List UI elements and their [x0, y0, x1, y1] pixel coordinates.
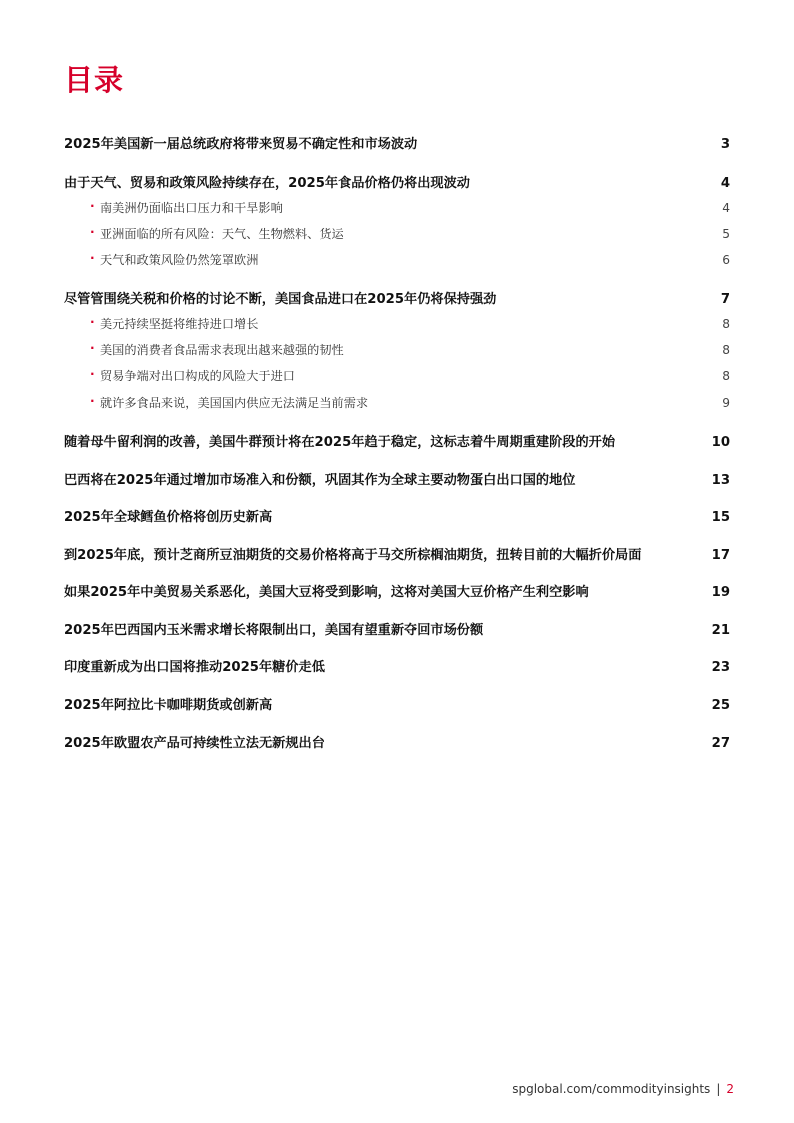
toc-subentry-page: 8 — [722, 369, 730, 383]
toc-entry-page: 13 — [711, 473, 730, 488]
toc-entry[interactable] — [64, 288, 730, 307]
bullet-icon: · — [90, 315, 95, 329]
footer-page-number: 2 — [726, 1082, 734, 1096]
toc-subentry-text: 亚洲面临的所有风险：天气、生物燃料、货运 — [100, 227, 344, 241]
toc-subentry-text: 美国的消费者食品需求表现出越来越强的韧性 — [100, 343, 344, 357]
toc-subentry-page: 9 — [722, 396, 730, 410]
toc-subentry[interactable] — [64, 394, 730, 411]
toc-entry-page: 19 — [711, 585, 730, 600]
toc-subentry-text: 贸易争端对出口构成的风险大于进口 — [100, 369, 295, 383]
toc-subentry-text: 南美洲仍面临出口压力和干旱影响 — [100, 201, 283, 215]
toc-subentry[interactable] — [64, 367, 730, 384]
bullet-icon: · — [90, 367, 95, 381]
toc-entry-page: 21 — [711, 623, 730, 638]
toc-entry[interactable] — [64, 469, 730, 488]
toc-entry-text: 由于天气、贸易和政策风险持续存在，2025年食品价格仍将出现波动 — [64, 176, 470, 191]
toc-entry[interactable] — [64, 172, 730, 191]
toc-subentry[interactable] — [64, 315, 730, 332]
toc-subentry-text: 就许多食品来说，美国国内供应无法满足当前需求 — [100, 396, 369, 410]
toc-subentry-page: 6 — [722, 253, 730, 267]
toc-entry[interactable] — [64, 133, 730, 152]
toc-entry-text: 2025年巴西国内玉米需求增长将限制出口，美国有望重新夺回市场份额 — [64, 623, 484, 638]
toc-subentry-text: 天气和政策风险仍然笼罩欧洲 — [100, 253, 259, 267]
toc-entry-page: 3 — [720, 137, 730, 152]
toc-subentry[interactable] — [64, 225, 730, 242]
toc-entry-page: 25 — [711, 698, 730, 713]
toc-entry[interactable] — [64, 431, 730, 450]
toc-entry-page: 15 — [711, 510, 730, 525]
toc-subentry-page: 8 — [722, 343, 730, 357]
toc-entry-page: 4 — [720, 176, 730, 191]
toc-entry[interactable] — [64, 694, 730, 713]
toc-entry[interactable] — [64, 732, 730, 751]
toc-entry-page: 23 — [711, 660, 730, 675]
toc-entry-text: 巴西将在2025年通过增加市场准入和份额，巩固其作为全球主要动物蛋白出口国的地位 — [64, 473, 576, 488]
toc-subentry[interactable] — [64, 341, 730, 358]
toc-entry-text: 2025年欧盟农产品可持续性立法无新规出台 — [64, 736, 325, 751]
toc-subentry-page: 4 — [722, 201, 730, 215]
toc-entry-page: 17 — [711, 548, 730, 563]
footer-site-link[interactable]: spglobal.com/commodityinsights — [512, 1082, 711, 1096]
toc-subentry[interactable] — [64, 199, 730, 216]
toc-entry[interactable] — [64, 619, 730, 638]
toc-entry-text: 2025年美国新一届总统政府将带来贸易不确定性和市场波动 — [64, 137, 418, 152]
toc-entry-page: 27 — [711, 736, 730, 751]
toc-subentry[interactable] — [64, 251, 730, 268]
bullet-icon: · — [90, 341, 95, 355]
toc-entry[interactable] — [64, 544, 730, 563]
toc-entry-text: 印度重新成为出口国将推动2025年糖价走低 — [64, 660, 325, 675]
toc-subentry-page: 8 — [722, 317, 730, 331]
toc-entry-text: 到2025年底，预计芝商所豆油期货的交易价格将高于马交所棕榈油期货，扭转目前的大幅折价局面 — [64, 548, 642, 563]
toc-entry-text: 2025年全球鳕鱼价格将创历史新高 — [64, 510, 273, 525]
toc-entry[interactable] — [64, 506, 730, 525]
footer-separator: | — [716, 1082, 721, 1096]
bullet-icon: · — [90, 225, 95, 239]
toc-entry-page: 7 — [720, 292, 730, 307]
toc-entry-text: 如果2025年中美贸易关系恶化，美国大豆将受到影响，这将对美国大豆价格产生利空影响 — [64, 585, 589, 600]
toc-entry-text: 2025年阿拉比卡咖啡期货或创新高 — [64, 698, 273, 713]
toc-subentry-page: 5 — [722, 227, 730, 241]
toc-entry-text: 随着母牛留利润的改善，美国牛群预计将在2025年趋于稳定，这标志着牛周期重建阶段的开始 — [64, 435, 616, 450]
bullet-icon: · — [90, 199, 95, 213]
toc-subentry-text: 美元持续坚挺将维持进口增长 — [100, 317, 259, 331]
toc-entry-text: 尽管管围绕关税和价格的讨论不断，美国食品进口在2025年仍将保持强劲 — [64, 292, 497, 307]
bullet-icon: · — [90, 251, 95, 265]
page-footer — [512, 1082, 734, 1096]
toc-entry[interactable] — [64, 656, 730, 675]
toc-entry[interactable] — [64, 581, 730, 600]
page-title: 目录 — [64, 63, 125, 97]
toc-entry-page: 10 — [711, 435, 730, 450]
bullet-icon: · — [90, 394, 95, 408]
